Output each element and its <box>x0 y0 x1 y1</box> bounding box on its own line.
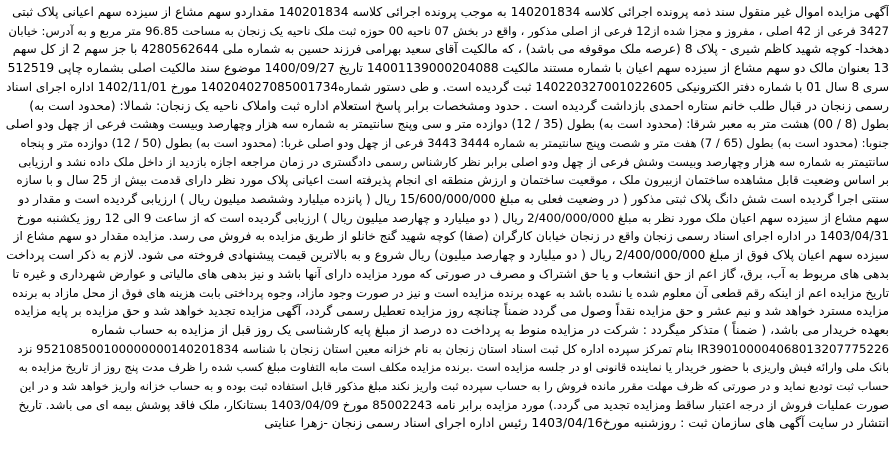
notice-line: مزایده مسترد خواهد شد و نیم عشر و حق مزایده نقداً وصول می گردد ضمناً چنانچه روز مزایده تعطیل رسمی گردد، آگهی مزایده تجدید خواهد شد و حق مزایده بر پایه مزایده <box>14 304 889 319</box>
notice-line: 13 بعنوان مالک دو سهم مشاع از سیزده سهم اعیان با شماره مستند مالکیت 14001139000204088 تاریخ 1400/09/27 موضوع سند مالکیت اصلی بشماره چاپی 512519 <box>7 61 889 76</box>
notice-line: بانک ملی وارائه فیش واریزی با حضور خریدار یا نماینده قانونی او در جلسه مزایده است .برنده مزایده مکلف است مابه التفاوت مبلغ کسب شده را ظرف مدت پنج روز از تاریخ مزایده به <box>18 360 889 375</box>
notice-line: بدهی های مربوط به آب، برق، گاز اعم از حق انشعاب و یا حق اشتراک و مصرف در صورتی که مورد مزایده دارای آنها باشد و نیز بدهی های مالیاتی و عوارض شهرداری و غیره تا <box>12 266 889 281</box>
notice-line: حساب ثبت تودیع نماید و در صورتی که ظرف مهلت مقرر مانده فروش را به حساب سپرده ثبت واریز نکند مبلغ مذکور قابل استفاده ثبت بوده و به حساب خزانه واریز خواهد شد و در این <box>19 379 889 394</box>
notice-line: 1403/04/31 در اداره اجرای اسناد رسمی زنجان واقع در زنجان خیابان کارگران (صفا) کوچه شهید گنج خانلو از طریق مزایده به فروش می رسد. مزایده مقدار دو سهم مشاع از <box>13 229 889 244</box>
notice-line: بر اساس وضعیت قابل مشاهده ساختمان ازبیرون ملک ، موقعیت ساختمان و ارزش منطقه ای انجام پذیرفته است اعیانی پلاک مورد نظر دارای قدمت بیش از 25 سال و با سازه <box>16 173 889 188</box>
notice-line: دهخدا- کوچه شهید کاظم شیری - پلاک 8 (عرصه ملک موقوفه می باشد) ، که مالکیت آقای سعید بهرامی فرزند حسین به شماره ملی 4280562644 با جز سهم 2 از کل سهم <box>12 42 889 57</box>
notice-line: بطول (8 / 00) هشت متر به معبر شرقا: (محدود است به) بطول (35 / 12) دوازده متر و سی وپنج سانتیمتر به شماره سه هزار وچهارصد وبیست وهشت فرعی از چهل ودو اصلی <box>6 117 889 132</box>
notice-line: جنوبا: (محدود است به) بطول (65 / 7) هفت متر و شصت وپنج سانتیمتر به شماره 3444 3443 فرعی از چهل ودو اصلی غربا: (محدود است به) بطول (50 / 12) دوازده متر و پنجاه <box>20 135 889 150</box>
notice-line: سنتی اجرا گردیده است شش دانگ پلاک ثبتی مذکور ( در وضعیت فعلی به مبلغ 15/600/000/000 ریال ( پانزده میلیارد وششصد میلیون ریال ) ارزیابی گردیده است و مقدار دو <box>18 192 889 207</box>
notice-line: آگهی مزایده اموال غیر منقول سند ذمه پرونده اجرائی کلاسه 140201834 به موجب پرونده اجرائی کلاسه 140201834 مقداردو سهم مشاع از سیزده سهم اعیانی پلاک ثبتی <box>12 5 889 19</box>
notice-line: سری 8 سال 01 با شماره دفتر الکترونیکی 140220327001022605 ثبت گردیده است. و طی دستور شماره140204027085001734 مورخ 1402/11/01 اداره اجرای اسناد <box>6 79 889 94</box>
notice-line: بعهده خریدار می باشد، ( ضمناً ) متذکر میگردد : شرکت در مزایده منوط به پرداخت ده درصد از مبلغ پایه کارشناسی یک روز قبل از مزایده به حساب شماره <box>91 321 889 337</box>
notice-line: تاریخ مزایده اعم از اینکه رقم قطعی آن معلوم شده یا نشده باشد به عهده برنده مزایده است و نیز در صورت وجود مازاد، وجوه پرداختی بابت هزینه های فوق از محل مازاد به برنده <box>12 285 889 300</box>
notice-line: سانتیمتر به شماره سه هزار وچهارصد وبیست وشش فرعی از چهل ودو اصلی برابر نظر کارشناس رسمی دادگستری در زمان مراجعه اجازه بازدید از داخل ملک داده نشد و ارزیابی <box>18 154 889 169</box>
notice-line: سهم مشاع از سیزده سهم اعیان ملک مورد نظر به مبلغ 2/400/000/000 ریال ( دو میلیارد و چهارصد میلیون ریال ) ارزیابی گردیده است که از ساعت 9 الی 12 روز یکشنبه مورخ <box>16 210 889 225</box>
notice-line: صورت عملیات فروش از درجه اعتبار ساقط ومزایده تجدید می گردد.) مورد مزایده برابر نامه 85002243 مورخ 1403/04/09 بستانکار، ملک فاقد پوشش بیمه ای می باشد. تاریخ <box>18 397 889 412</box>
notice-line: انتشار در سایت آگهی های سازمان ثبت : روزشنبه مورخ1403/04/16 رئیس اداره اجرای اسناد رسمی زنجان -زهرا عنایتی <box>264 415 889 431</box>
notice-line: IR390100004068013207775226 بنام تمرکز سپرده اداره کل ثبت اسناد استان زنجان به نام خزانه معین استان زنجان با شناسه 952108500100000000140201834 نزد <box>17 341 889 356</box>
notice-line: 3427 فرعی از 42 اصلی ، مفروز و مجزا شده از12 فرعی از اصلی مذکور ، واقع در بخش 07 ناحیه 00 حوزه ثبت ملک ناحیه یک زنجان به مساحت 96.85 متر مربع و به آدرس: خیابان <box>8 23 889 38</box>
notice-line: سیزده سهم اعیان پلاک فوق از مبلغ 2/400/000/000 ریال ( دو میلیارد و چهارصد میلیون) ریال شروع و به بالاترین قیمت پیشنهادی فروخته می شود. لازم به ذکر است پرداخت <box>6 248 889 263</box>
notice-line: رسمی زنجان در قبال طلب خانم ستاره احمدی بازداشت گردیده است . حدود ومشخصات برابر پاسخ استعلام اداره ثبت واملاک ناحیه یک زنجان: شمالا: (محدود است به) <box>29 97 889 113</box>
